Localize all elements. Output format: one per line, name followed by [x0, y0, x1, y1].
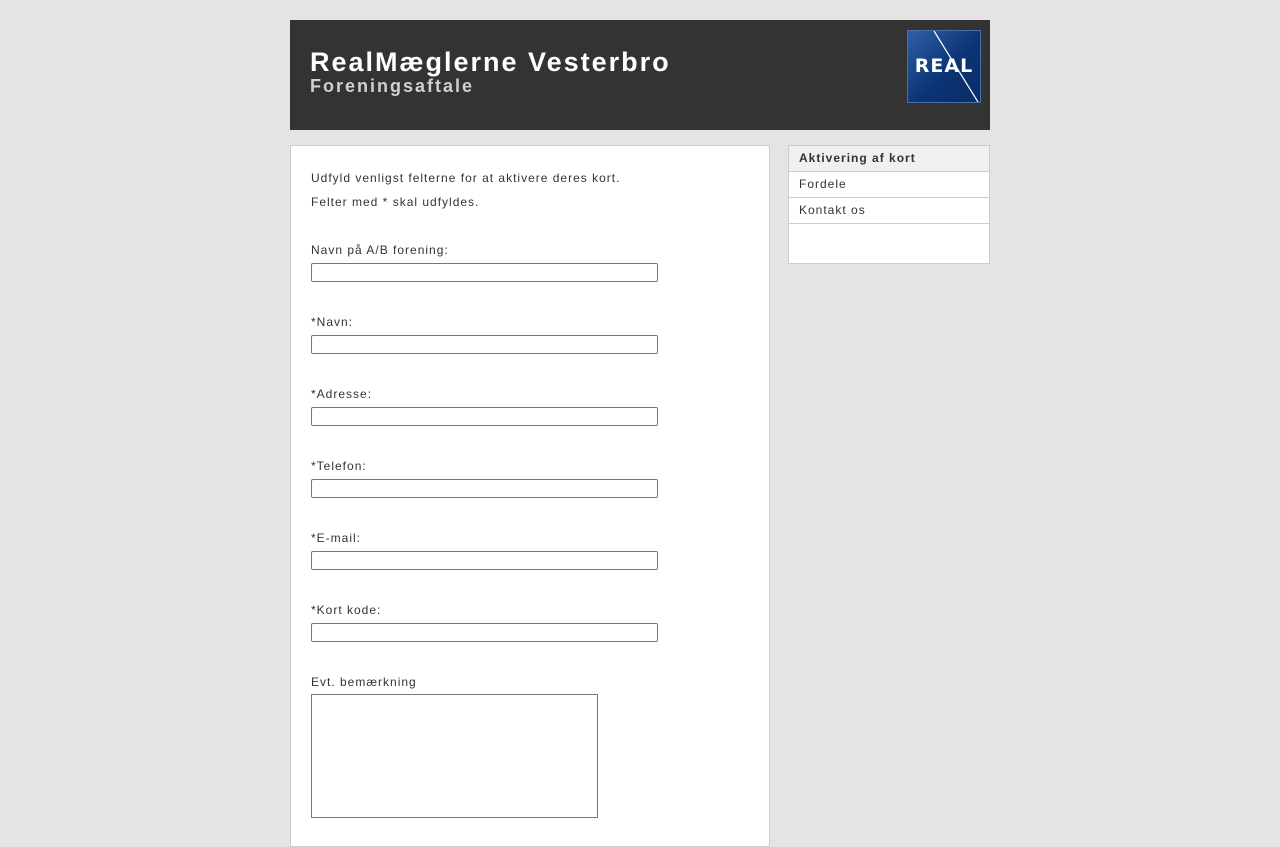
site-subtitle: Foreningsaftale	[310, 76, 475, 96]
main-content	[290, 145, 770, 847]
email-label: *E-mail:	[311, 531, 362, 545]
page-wrapper	[290, 20, 990, 689]
site-header	[290, 20, 990, 130]
card-code-input[interactable]	[311, 623, 658, 642]
sidebar-item-benefits[interactable]: Fordele	[789, 172, 989, 198]
card-code-label: *Kort kode:	[311, 603, 382, 617]
phone-input[interactable]	[311, 479, 658, 498]
association-name-label: Navn på A/B forening:	[311, 243, 449, 257]
real-logo-icon[interactable]	[907, 30, 981, 103]
remark-textarea[interactable]	[311, 694, 598, 818]
required-note: Felter med * skal udfyldes.	[311, 195, 480, 209]
address-label: *Adresse:	[311, 387, 373, 401]
sidebar-item-card-activation[interactable]: Aktivering af kort	[789, 146, 989, 172]
name-label: *Navn:	[311, 315, 354, 329]
intro-text: Udfyld venligst felterne for at aktivere deres kort.	[311, 171, 621, 185]
logo-text: REAL	[914, 55, 974, 77]
name-input[interactable]	[311, 335, 658, 354]
address-input[interactable]	[311, 407, 658, 426]
email-input[interactable]	[311, 551, 658, 570]
sidebar-item-contact[interactable]: Kontakt os	[789, 198, 989, 224]
association-name-input[interactable]	[311, 263, 658, 282]
remark-label: Evt. bemærkning	[311, 675, 417, 689]
site-title: RealMæglerne Vesterbro	[310, 47, 671, 77]
sidebar-nav	[788, 145, 990, 264]
phone-label: *Telefon:	[311, 459, 367, 473]
